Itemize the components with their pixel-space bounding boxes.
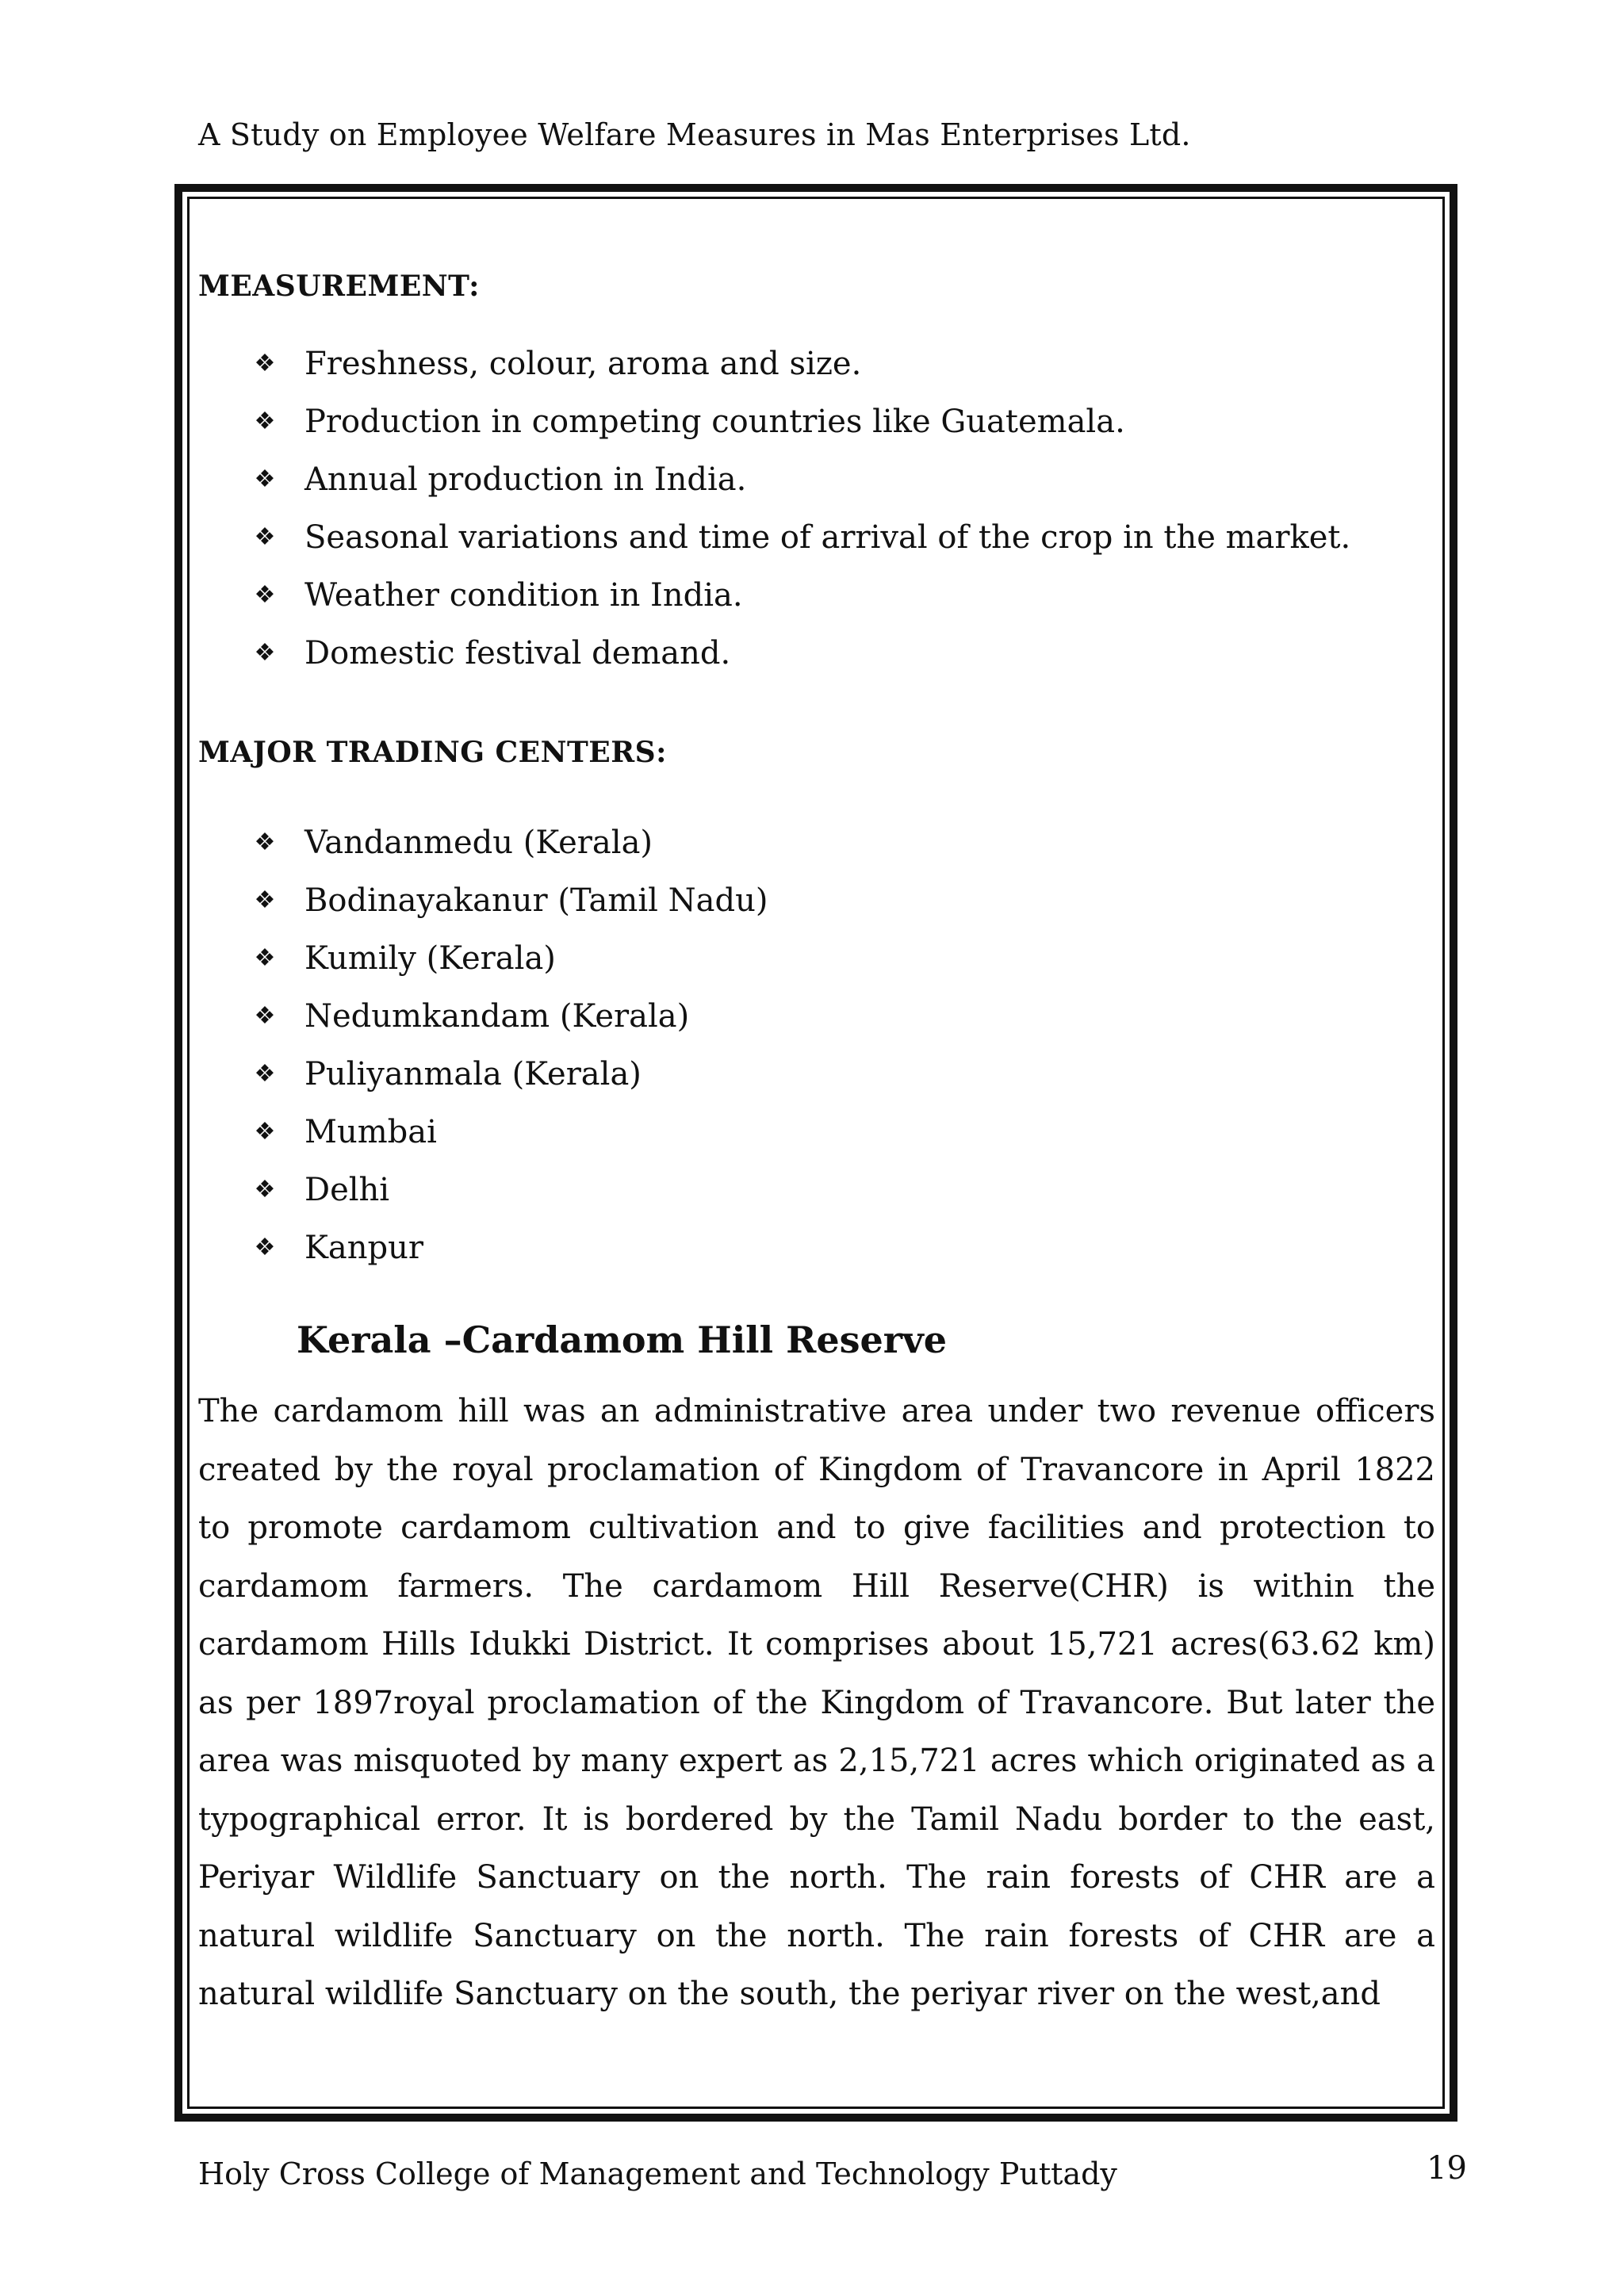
list-item — [249, 392, 1435, 450]
kerala-section-heading: Kerala –Cardamom Hill Reserve — [297, 1318, 948, 1361]
diamond-bullet-icon: ❖ — [254, 1118, 276, 1146]
list-item-text: Seasonal variations and time of arrival of the crop in the market. — [304, 519, 1351, 556]
list-item-text: Annual production in India. — [304, 461, 747, 498]
diamond-bullet-icon: ❖ — [254, 465, 276, 493]
footer-institution: Holy Cross College of Management and Technology Puttady — [198, 2156, 1117, 2191]
diamond-bullet-icon: ❖ — [254, 1060, 276, 1088]
trading-centers-list — [198, 813, 1435, 1276]
list-item — [249, 450, 1435, 508]
list-item-text: Puliyanmala (Kerala) — [304, 1055, 642, 1093]
measurement-list — [198, 335, 1435, 682]
list-item-text: Nedumkandam (Kerala) — [304, 997, 690, 1035]
diamond-bullet-icon: ❖ — [254, 581, 276, 609]
list-item-text: Production in competing countries like Guatemala. — [304, 403, 1125, 440]
list-item — [249, 1045, 1435, 1103]
diamond-bullet-icon: ❖ — [254, 828, 276, 856]
list-item — [249, 813, 1435, 871]
list-item — [249, 1103, 1435, 1161]
list-item — [249, 1219, 1435, 1276]
list-item-text: Mumbai — [304, 1113, 437, 1150]
list-item — [249, 1161, 1435, 1219]
diamond-bullet-icon: ❖ — [254, 639, 276, 667]
diamond-bullet-icon: ❖ — [254, 1234, 276, 1261]
list-item — [249, 566, 1435, 624]
list-item-text: Weather condition in India. — [304, 576, 743, 614]
diamond-bullet-icon: ❖ — [254, 1002, 276, 1030]
running-header: A Study on Employee Welfare Measures in Mas Enterprises Ltd. — [198, 117, 1191, 152]
list-item-text: Kanpur — [304, 1229, 423, 1266]
list-item — [249, 335, 1435, 392]
diamond-bullet-icon: ❖ — [254, 350, 276, 377]
list-item — [249, 929, 1435, 987]
trading-centers-heading: MAJOR TRADING CENTERS: — [198, 736, 667, 769]
kerala-section-paragraph: The cardamom hill was an administrative area under two revenue officers created by the royal proclamation of Kingdom of Travancore in April 1822 to promote cardamom cultivation and to give facilities and protection to cardamom farmers. The cardamom Hill Reserve(CHR) is within the cardamom Hills Idukki District. It comprises about 15,721 acres(63.62 km) as per 1897royal proclamation of the Kingdom of Travancore. But later the area was misquoted by many expert as 2,15,721 acres which originated as a typographical error. It is bordered by the Tamil Nadu border to the east, Periyar Wildlife Sanctuary on the north. The rain forests of CHR are a natural wildlife Sanctuary on the north. The rain forests of CHR are a natural wildlife Sanctuary on the south, the periyar river on the west,and — [198, 1393, 1435, 2012]
page-content — [198, 270, 1435, 2024]
page-number: 19 — [1427, 2150, 1467, 2187]
list-item-text: Freshness, colour, aroma and size. — [304, 345, 862, 382]
list-item — [249, 508, 1435, 566]
diamond-bullet-icon: ❖ — [254, 1176, 276, 1203]
list-item — [249, 624, 1435, 682]
diamond-bullet-icon: ❖ — [254, 944, 276, 972]
list-item — [249, 987, 1435, 1045]
list-item-text: Delhi — [304, 1171, 390, 1208]
list-item-text: Bodinayakanur (Tamil Nadu) — [304, 882, 768, 919]
list-item-text: Kumily (Kerala) — [304, 939, 556, 977]
list-item-text: Domestic festival demand. — [304, 634, 731, 672]
measurement-heading: MEASUREMENT: — [198, 270, 480, 303]
list-item — [249, 871, 1435, 929]
diamond-bullet-icon: ❖ — [254, 523, 276, 551]
diamond-bullet-icon: ❖ — [254, 408, 276, 435]
list-item-text: Vandanmedu (Kerala) — [304, 824, 653, 861]
diamond-bullet-icon: ❖ — [254, 886, 276, 914]
